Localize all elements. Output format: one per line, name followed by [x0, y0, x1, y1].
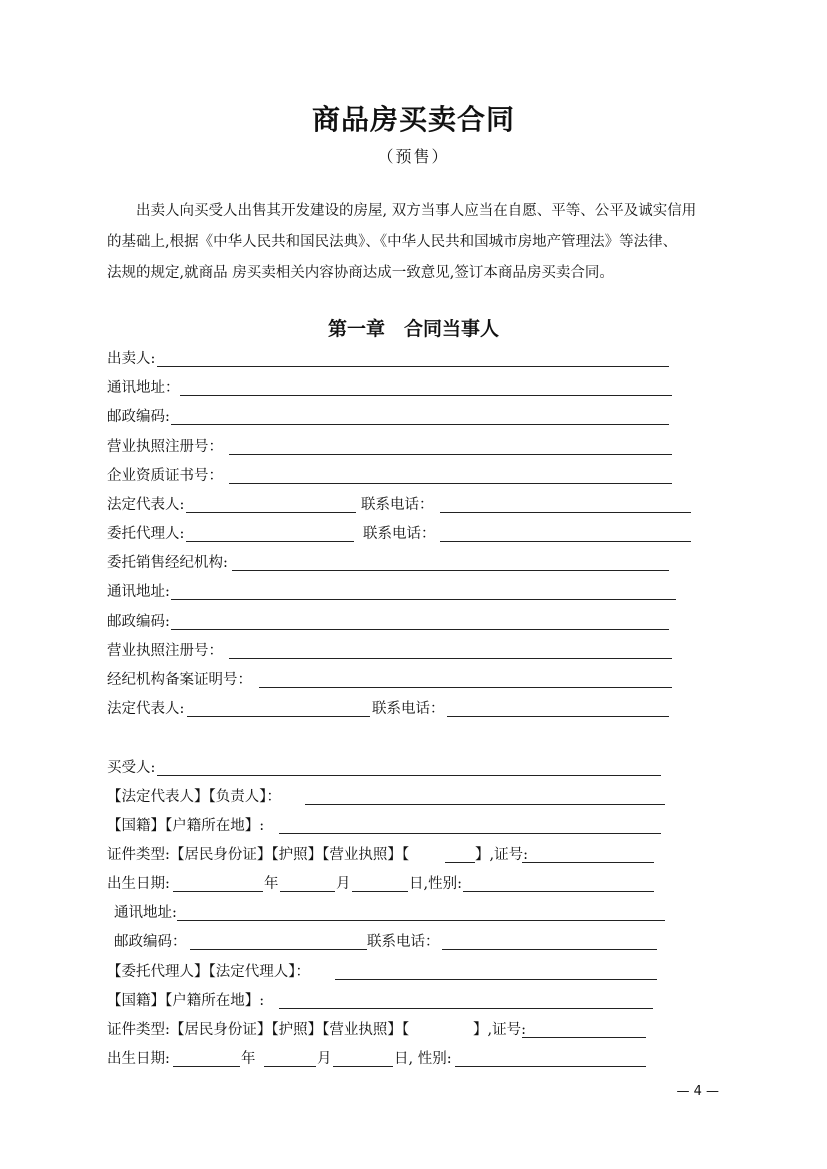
seller-postcode-field[interactable] [171, 424, 669, 425]
buyer-id-type-label: 证件类型:【居民身份证】【护照】【营业执照】【 [107, 847, 410, 863]
buyer-agent-row [107, 962, 677, 982]
buyer-agent-year-label: 年 [241, 1051, 256, 1067]
buyer-agent-id-number-label: 】,证号: [473, 1022, 526, 1038]
agency-address-field[interactable] [171, 599, 676, 600]
agency-legal-rep-row [107, 699, 677, 719]
seller-postcode-row [107, 407, 677, 427]
buyer-birth-label: 出生日期: [107, 876, 170, 892]
buyer-agent-birth-year-field[interactable] [173, 1066, 240, 1067]
buyer-agent-day-gender-label: 日, 性别: [394, 1051, 452, 1067]
buyer-year-label: 年 [264, 876, 279, 892]
intro-line-2: 的基础上,根据《中华人民共和国民法典》、《中华人民共和国城市房地产管理法》等法律、 [107, 234, 678, 250]
buyer-id-number-label: 】,证号: [475, 847, 528, 863]
agency-postcode-field[interactable] [171, 629, 669, 630]
agency-license-field[interactable] [229, 658, 672, 659]
buyer-gender-field[interactable] [463, 891, 654, 892]
buyer-agent-nationality-field[interactable] [279, 1008, 653, 1009]
chapter-title: 第一章 合同当事人 [327, 318, 499, 340]
buyer-birth-day-field[interactable] [352, 891, 408, 892]
seller-legal-rep-label: 法定代表人: [107, 497, 185, 513]
buyer-birth-year-field[interactable] [173, 891, 263, 892]
buyer-address-label: 通讯地址: [114, 905, 177, 921]
buyer-address-field[interactable] [177, 920, 665, 921]
agency-record-label: 经纪机构备案证明号： [107, 672, 252, 688]
seller-agent-field[interactable] [186, 541, 354, 542]
seller-address-row [107, 378, 677, 398]
seller-legal-rep-row [107, 495, 697, 515]
seller-agent-phone-label: 联系电话： [363, 526, 436, 542]
buyer-agent-birth-row [107, 1049, 677, 1069]
seller-name-field[interactable] [157, 366, 669, 367]
buyer-agent-id-row [107, 1020, 677, 1040]
buyer-agent-id-type-label: 证件类型:【居民身份证】【护照】【营业执照】【 [107, 1022, 410, 1038]
seller-postcode-label: 邮政编码: [107, 409, 170, 425]
buyer-rep-row [107, 787, 677, 807]
agency-phone-label: 联系电话： [372, 701, 445, 717]
buyer-agent-birth-month-field[interactable] [264, 1066, 316, 1067]
buyer-rep-field[interactable] [305, 804, 665, 805]
buyer-birth-month-field[interactable] [280, 891, 335, 892]
intro-line-1: 出卖人向买受人出售其开发建设的房屋, 双方当事人应当在自愿、平等、公平及诚实信用 [136, 203, 697, 219]
seller-qualification-label: 企业资质证书号： [107, 468, 223, 484]
agency-legal-rep-label: 法定代表人: [107, 701, 185, 717]
buyer-name-field[interactable] [157, 775, 661, 776]
buyer-id-number-field[interactable] [522, 862, 654, 863]
buyer-day-gender-label: 日,性别: [409, 876, 462, 892]
buyer-birth-row [107, 874, 677, 894]
buyer-month-label: 月 [336, 876, 351, 892]
intro-line-3: 法规的规定,就商品 房买卖相关内容协商达成一致意见,签订本商品房买卖合同。 [107, 265, 614, 281]
buyer-postcode-row [114, 932, 679, 952]
seller-name-label: 出卖人: [107, 351, 156, 367]
buyer-agent-gender-field[interactable] [455, 1066, 646, 1067]
agency-record-field[interactable] [259, 687, 672, 688]
buyer-id-type-other-field[interactable] [445, 862, 475, 863]
seller-legal-rep-field[interactable] [186, 512, 356, 513]
buyer-phone-label: 联系电话： [367, 934, 440, 950]
buyer-agent-birth-day-field[interactable] [333, 1066, 393, 1067]
seller-sales-agency-field[interactable] [232, 570, 669, 571]
buyer-phone-field[interactable] [442, 949, 657, 950]
buyer-agent-nationality-label: 【国籍】【户籍所在地】: [107, 993, 265, 1009]
agency-postcode-row [107, 612, 677, 632]
seller-address-label: 通讯地址： [107, 380, 180, 396]
buyer-agent-label: 【委托代理人】【法定代理人】： [107, 964, 310, 980]
buyer-agent-birth-label: 出生日期: [107, 1051, 170, 1067]
document-title: 商品房买卖合同 [311, 103, 515, 136]
buyer-agent-field[interactable] [335, 979, 657, 980]
seller-legal-rep-phone-field[interactable] [440, 512, 691, 513]
buyer-agent-nationality-row [107, 991, 677, 1011]
buyer-postcode-field[interactable] [190, 949, 367, 950]
agency-record-row [107, 670, 677, 690]
buyer-postcode-label: 邮政编码： [114, 934, 187, 950]
seller-license-row [107, 437, 677, 457]
page-number: — 4 — [676, 1084, 719, 1099]
buyer-agent-month-label: 月 [317, 1051, 332, 1067]
seller-sales-agency-row [107, 553, 677, 573]
buyer-name-row [107, 758, 677, 778]
buyer-nationality-field[interactable] [279, 833, 661, 834]
seller-agent-row [107, 524, 697, 544]
buyer-id-row [107, 845, 677, 865]
agency-license-row [107, 641, 677, 661]
seller-address-field[interactable] [180, 395, 672, 396]
seller-name-row [107, 349, 677, 369]
agency-legal-rep-field[interactable] [187, 716, 370, 717]
seller-license-label: 营业执照注册号： [107, 439, 223, 455]
seller-agent-phone-field[interactable] [440, 541, 691, 542]
agency-postcode-label: 邮政编码: [107, 614, 170, 630]
agency-license-label: 营业执照注册号： [107, 643, 223, 659]
seller-sales-agency-label: 委托销售经纪机构: [107, 555, 228, 571]
document-subtitle: （预售） [377, 147, 450, 166]
seller-qualification-row [107, 466, 677, 486]
buyer-address-row [114, 903, 679, 923]
buyer-name-label: 买受人: [107, 760, 156, 776]
agency-address-row [107, 582, 682, 602]
buyer-nationality-label: 【国籍】【户籍所在地】: [107, 818, 265, 834]
buyer-agent-id-number-field[interactable] [522, 1037, 646, 1038]
buyer-rep-label: 【法定代表人】【负责人】： [107, 789, 281, 805]
seller-license-field[interactable] [229, 454, 672, 455]
agency-phone-field[interactable] [447, 716, 669, 717]
buyer-nationality-row [107, 816, 677, 836]
seller-qualification-field[interactable] [229, 483, 672, 484]
seller-legal-rep-phone-label: 联系电话： [361, 497, 434, 513]
agency-address-label: 通讯地址: [107, 584, 170, 600]
seller-agent-label: 委托代理人: [107, 526, 185, 542]
